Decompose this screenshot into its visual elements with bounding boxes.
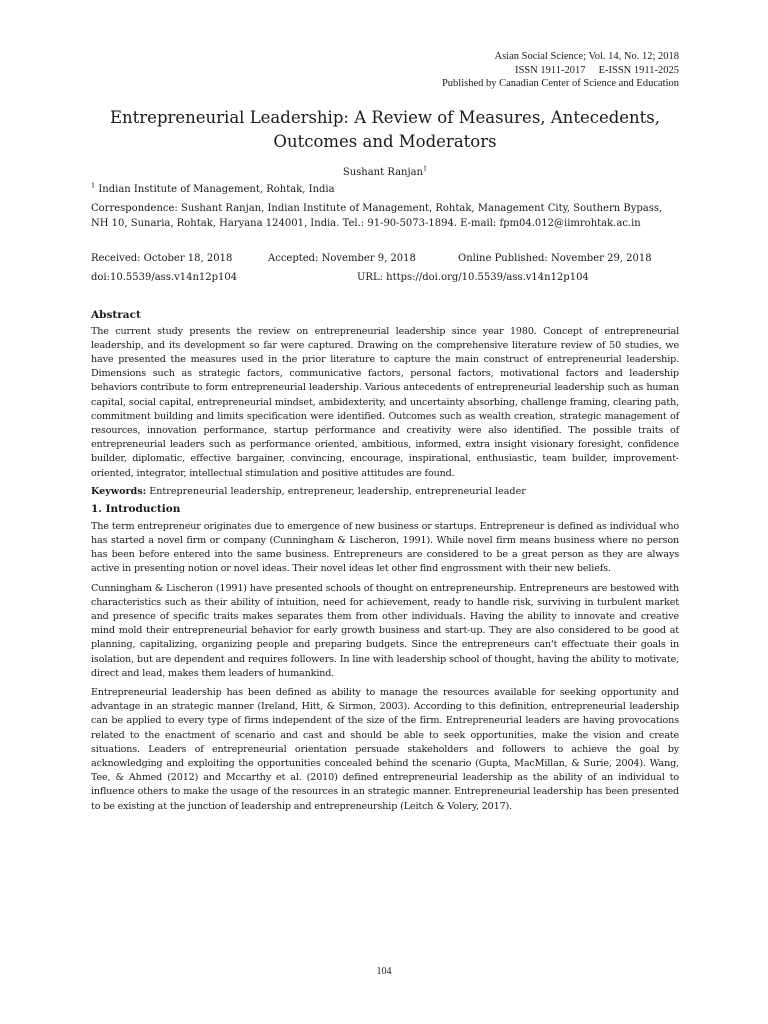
author-affiliation-marker: 1	[423, 164, 428, 173]
accepted-date: Accepted: November 9, 2018	[268, 252, 416, 264]
page-number: 104	[376, 966, 392, 977]
journal-publisher-line: Published by Canadian Center of Science and Education	[441, 78, 679, 89]
abstract-text: The current study presents the review on entrepreneurial leadership since year 1980. Concept of entrepreneurial leadership, and its development so far were captured. Drawing on the comprehensive literature review of 50 studies, we have presented the measures used in the prior literature to capture the main construct of entrepreneurial leadership. Dimensions such as strategic factors, communicative factors, personal factors, motivational factors and leadership behaviors contribute to form entrepreneurial leadership. Various antecedents of entrepreneurial leadership such as human capital, social capital, entrepreneurial mindset, ambidexterity, and uncertainty absorbing, challenge framing, clearing path, commitment building and limits specification were identified. Outcomes such as wealth creation, strategic management of resources, innovation performance, startup performance and creativity were also identified. The possible traits of entrepreneurial leaders such as performance oriented, ambitious, informed, extra insight visionary foresight, confidence builder, diplomatic, effective bargainer, convincing, encourage, inspirational, enthusiastic, team builder, improvement-oriented, integrator, intellectual stimulation and positive attitudes are found.	[91, 325, 679, 479]
intro-paragraph-1: The term entrepreneur originates due to emergence of new business or startups. Entrepreneur is defined as individual who has started a novel firm or company (Cunningham & Lischeron, 1991). While novel firm means business where no person has been before entered into the same business. Entrepreneurs are considered to be a great person as they are always active in presenting notion or novel ideas. Their novel ideas let other find engrossment with their new beliefs.	[91, 520, 679, 575]
paper-title	[91, 106, 679, 154]
doi: doi:10.5539/ass.v14n12p104	[91, 271, 238, 283]
paper-title-line-2: Outcomes and Moderators	[273, 131, 497, 151]
author	[91, 164, 679, 178]
author-name: Sushant Ranjan	[342, 166, 423, 178]
journal-volume-line: Asian Social Science; Vol. 14, No. 12; 2018	[494, 51, 679, 62]
received-date: Received: October 18, 2018	[91, 252, 233, 264]
affiliation-text: Indian Institute of Management, Rohtak, India	[98, 183, 335, 195]
abstract-heading: Abstract	[91, 308, 141, 321]
paper-title-line-1: Entrepreneurial Leadership: A Review of Measures, Antecedents,	[109, 107, 661, 127]
url: URL: https://doi.org/10.5539/ass.v14n12p104	[357, 271, 589, 283]
keywords-label: Keywords:	[91, 485, 147, 497]
journal-header	[91, 50, 679, 91]
keywords-text: Entrepreneurial leadership, entrepreneur, leadership, entrepreneurial leader	[146, 485, 526, 497]
intro-paragraph-3: Entrepreneurial leadership has been defined as ability to manage the resources available for seeking opportunity and advantage in an strategic manner (Ireland, Hitt, & Sirmon, 2003). According to this definition, entrepreneurial leadership can be applied to every type of firms independent of the size of the firm. Entrepreneurial leaders are having provocations related to the enactment of scenario and cast and should be able to seek opportunities, make the vision and create situations. Leaders of entrepreneurial orientation persuade stakeholders and followers to achieve the goal by acknowledging and exploiting the opportunities concealed behind the scenario (Gupta, MacMillan, & Surie, 2004). Wang, Tee, & Ahmed (2012) and Mccarthy et al. (2010) defined entrepreneurial leadership as the ability of an individual to influence others to make the usage of the resources in an strategic manner. Entrepreneurial leadership has been presented to be existing at the junction of leadership and entrepreneurship (Leitch & Volery, 2017).	[91, 686, 679, 812]
introduction-heading: 1. Introduction	[91, 502, 181, 515]
affiliation	[91, 181, 679, 195]
journal-issn-line: ISSN 1911-2017 E-ISSN 1911-2025	[514, 64, 679, 76]
keywords	[91, 485, 679, 499]
publication-dates	[91, 253, 679, 264]
affiliation-marker: 1	[91, 181, 96, 190]
identifiers	[91, 272, 679, 283]
intro-paragraph-2: Cunningham & Lischeron (1991) have presented schools of thought on entrepreneurship. Entrepreneurs are bestowed with characteristics such as their ability of intuition, need for achievement, ready to handle risk, surviving in turbulent market and presence of specific traits makes separates them from other individuals. Having the ability to innovate and creative mind mold their entrepreneurial behavior for early growth business and start-up. They are also considered to be good at planning, capitalizing, organizing people and preparing budgets. Since the entrepreneurs can't effectuate their goals in isolation, but are dependent and requires followers. In line with leadership school of thought, having the ability to motivate, direct and lead, makes them leaders of humankind.	[91, 582, 679, 679]
published-date: Online Published: November 29, 2018	[458, 252, 652, 264]
paper-page	[91, 46, 679, 814]
correspondence: Correspondence: Sushant Ranjan, Indian Institute of Management, Rohtak, Management City, Southern Bypass, NH 10, Sunaria, Rohtak, Haryana 124001, India. Tel.: 91-90-5073-1894. E-mail: fpm04.012@iimrohtak.ac.in	[91, 202, 663, 229]
